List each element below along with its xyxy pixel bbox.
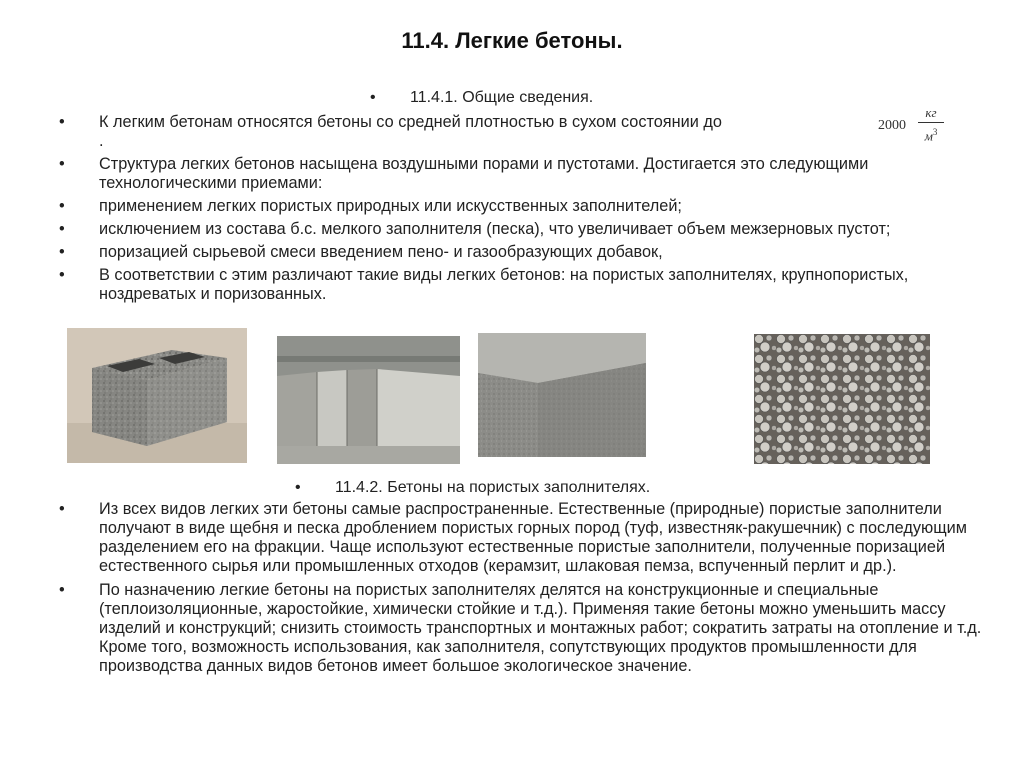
list-item: • поризацией сырьевой смеси введением пено- и газообразующих добавок,: [59, 243, 663, 261]
bullet: •: [370, 89, 376, 106]
list-item: • применением легких пористых природных или искусственных заполнителей;: [59, 197, 682, 215]
list-item: • По назначению легкие бетоны на пористых заполнителях делятся на конструкционные и специальные (теплоизоляционные, жаростойкие, химически стойкие и т.д.). Применяя такие бетоны можно уменьшить массу изделий и конструкций; снизить стоимость транспортных и монтажных работ; сократить затраты на отопление и т.д. Кроме того, возможность использования, как заполнителя, сопутствующих продуктов промышленности для производства данных видов бетонов имеет большое экологическое значение.: [59, 581, 982, 675]
aerated-block-photo: [478, 333, 646, 457]
section2-heading: • 11.4.2. Бетоны на пористых заполнителях.: [295, 479, 651, 496]
slide-title: 11.4. Легкие бетоны.: [401, 28, 623, 53]
list-item: • Структура легких бетонов насыщена воздушными порами и пустотами. Достигается это следующими технологическими приемами:: [59, 155, 869, 192]
density-formula: 2000 кг $м^3$: [878, 105, 948, 147]
porous-aggregate-photo: [754, 334, 930, 464]
section2-list: [55, 500, 1005, 676]
list-item: • В соответствии с этим различают такие виды легких бетонов: на пористых заполнителях, крупнопористых, ноздреватых и поризованных.: [59, 266, 909, 303]
panels-photo: [277, 336, 460, 464]
list-item: • К легким бетонам относятся бетоны со средней плотностью в сухом состоянии до .: [59, 113, 722, 150]
list-item: • исключением из состава б.с. мелкого заполнителя (песка), что увеличивает объем межзерновых пустот;: [59, 220, 891, 238]
section1-list: [55, 113, 1005, 304]
list-item: • Из всех видов легких эти бетоны самые распространенные. Естественные (природные) пористые заполнители получают в виде щебня и песка дроблением пористых горных пород (туф, известняк-ракушечник) с последующим разделением его на фракции. Чаще используют естественные пористые заполнители, полученные поризацией естественного сырья или промышленных отходов (керамзит, шлаковая пемза, вспученный перлит и др.).: [59, 500, 967, 575]
section1-heading: • 11.4.1. Общие сведения.: [370, 89, 594, 106]
hollow-block-photo: [67, 328, 247, 463]
